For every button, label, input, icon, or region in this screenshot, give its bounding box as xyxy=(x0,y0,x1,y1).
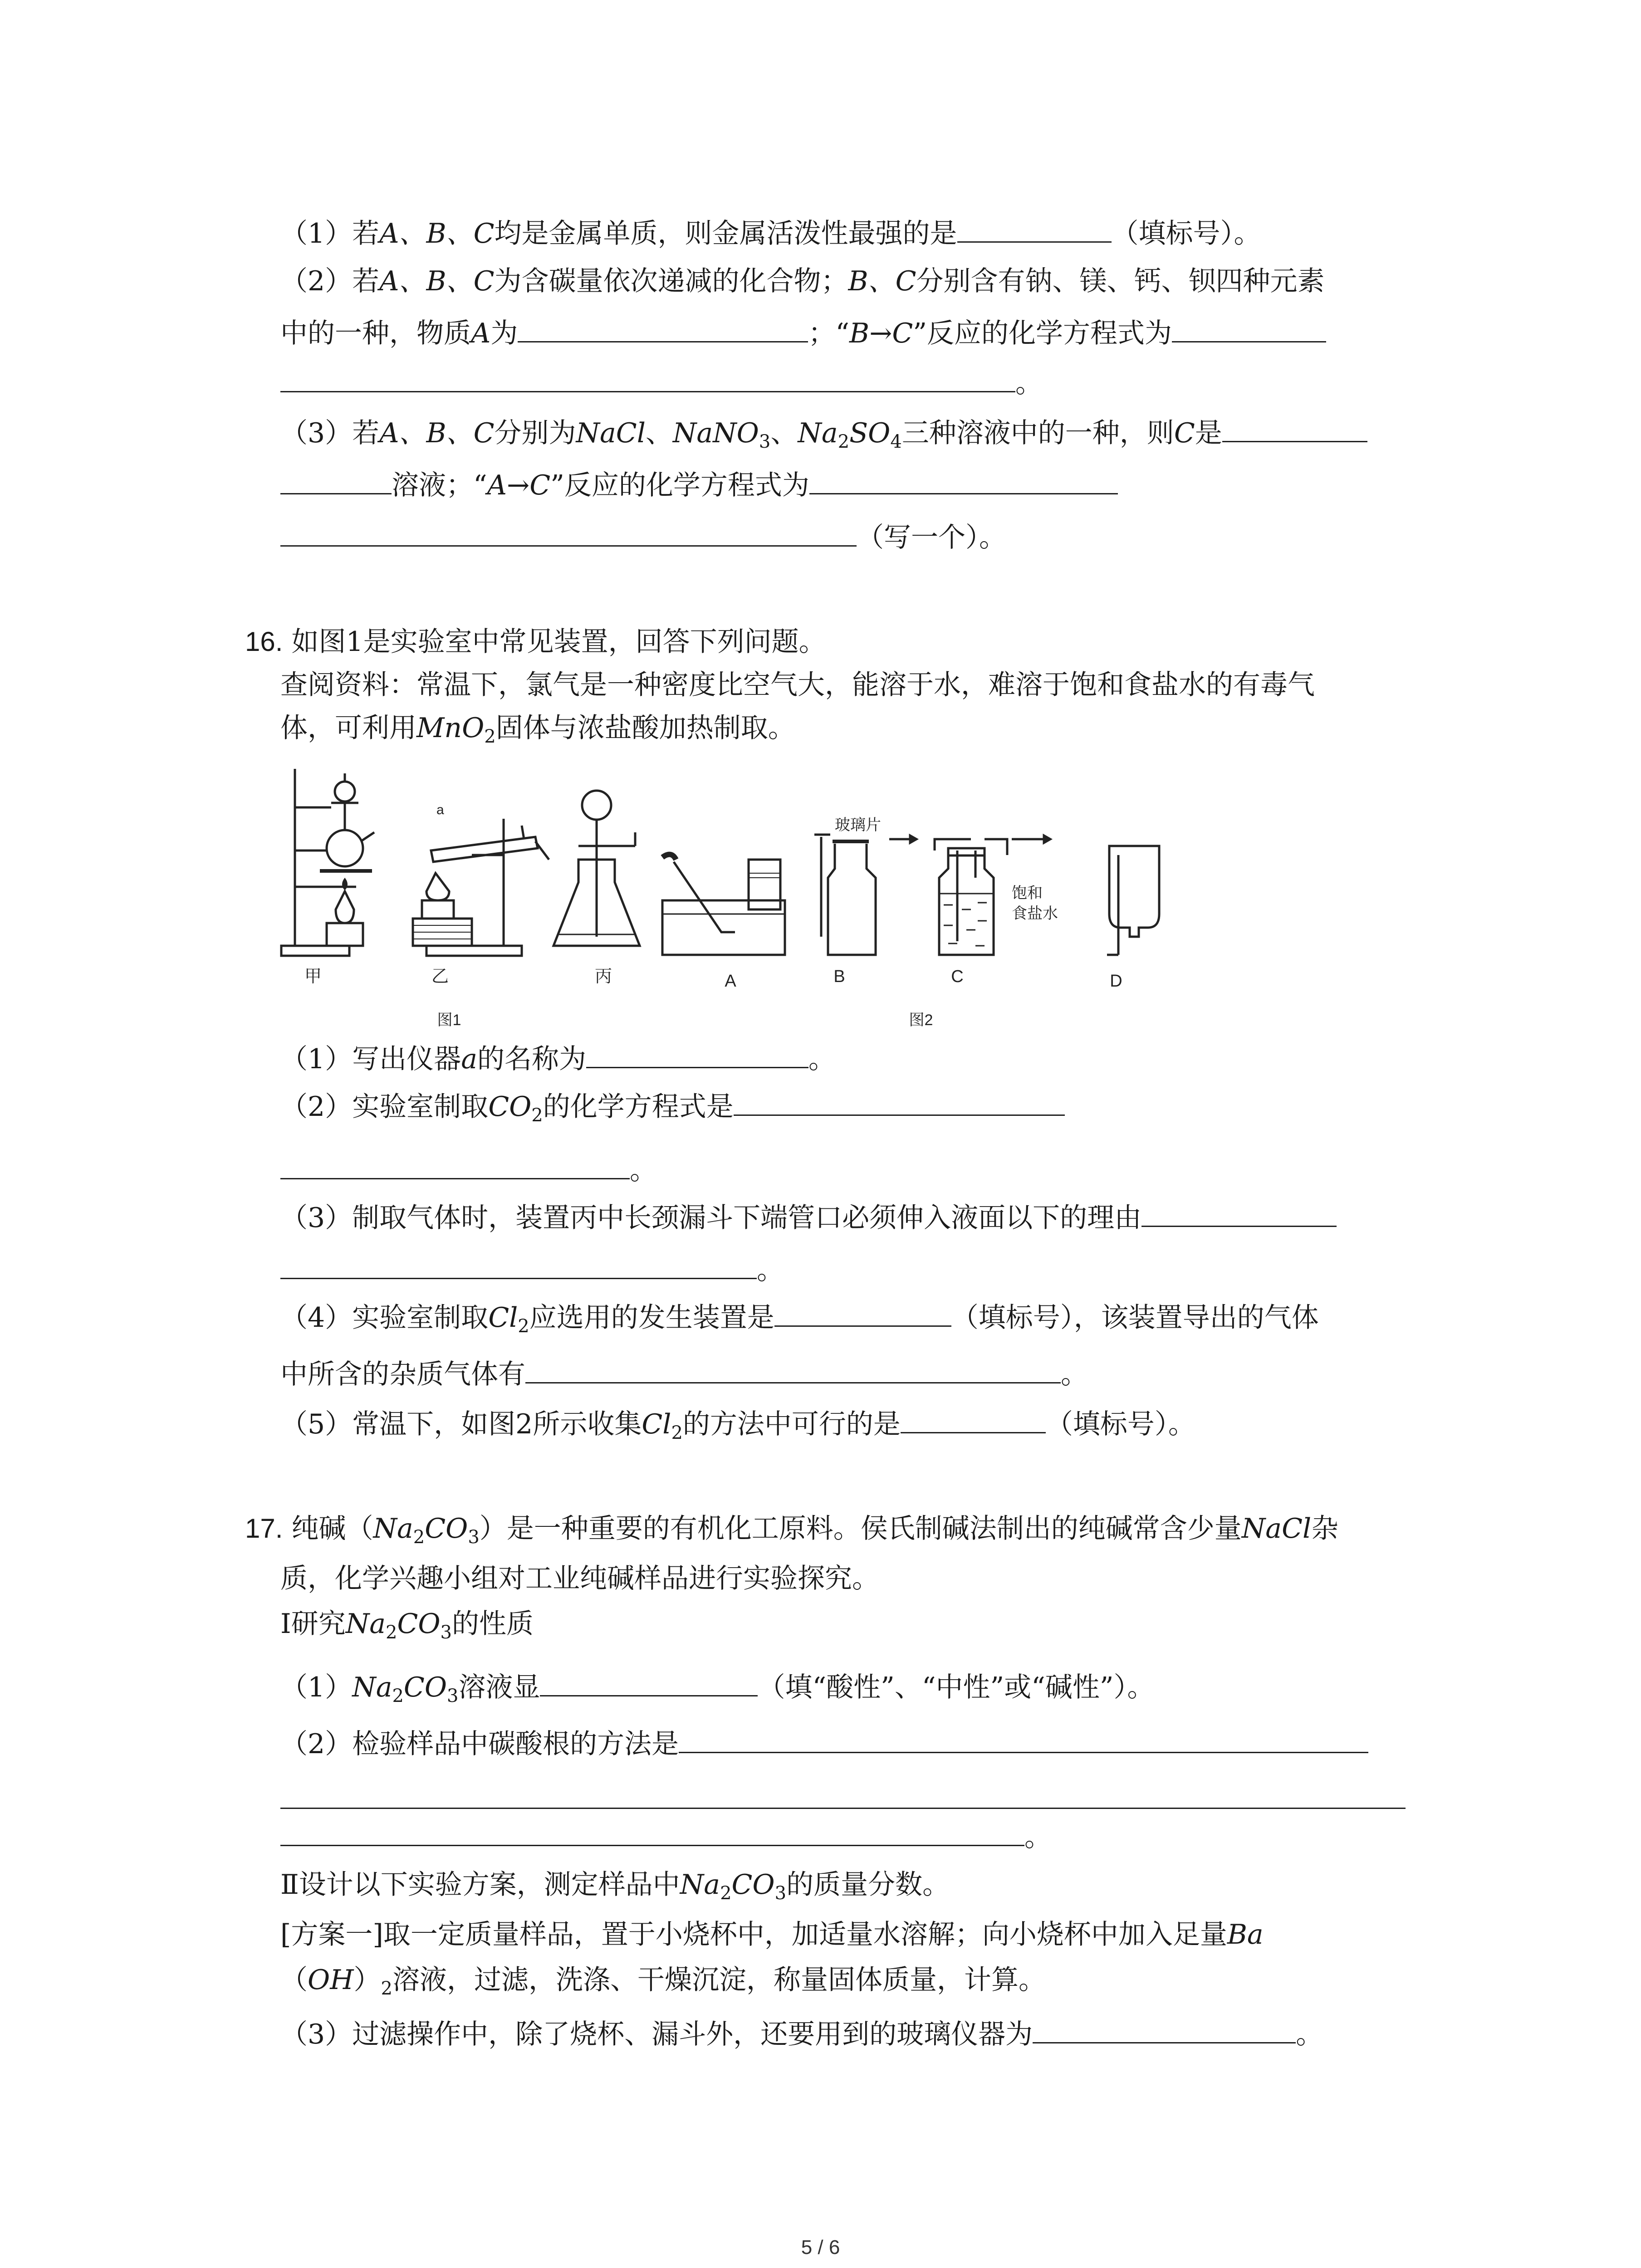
answer-blank[interactable] xyxy=(280,1150,630,1179)
apparatus-figure xyxy=(277,764,1184,1036)
answer-blank[interactable] xyxy=(734,1086,1065,1116)
q16-heading: 16. 如图1是实验室中常见装置，回答下列问题。 xyxy=(245,626,826,658)
answer-blank[interactable] xyxy=(957,213,1112,243)
q17-part-II: Ⅱ设计以下实验方案，测定样品中$Na_2CO_3$的质量分数。 xyxy=(280,1869,950,1904)
q17-plan1-line1: [方案一]取一定质量样品，置于小烧杯中，加适量水溶解；向小烧杯中加入足量Ba xyxy=(280,1919,1264,1950)
q15-part1: （1）若A、B、C均是金属单质，则金属活泼性最强的是 （填标号）。 xyxy=(280,213,1261,252)
label-fig2: 图2 xyxy=(909,1012,933,1029)
q16-sub1: （1）写出仪器a的名称为 。 xyxy=(280,1039,836,1077)
label-brine-1: 饱和 xyxy=(1012,885,1043,902)
q15-part2-line3: 。 xyxy=(280,363,1043,401)
q15-part2-line1: （2）若A、B、C为含碳量依次递减的化合物；B、C分别含有钠、镁、钙、钡四种元素 xyxy=(280,265,1325,297)
answer-blank[interactable] xyxy=(518,313,808,342)
q16-sub5: （5）常温下，如图2所示收集$Cl_2$的方法中可行的是 （填标号）。 xyxy=(280,1404,1195,1442)
q17-sub1: $(1)Na_2CO_3$溶液显 （填“酸性”、“中性”或“碱性”）。 xyxy=(280,1667,1155,1706)
answer-blank[interactable] xyxy=(1033,2014,1296,2043)
label-A: A xyxy=(725,972,736,991)
apparatus-A xyxy=(662,855,785,955)
q16-sub2: （2）实验室制取$CO_2$的化学方程式是 xyxy=(280,1086,1065,1125)
label-D: D xyxy=(1110,972,1122,991)
q16-sub4-cont: 中所含的杂质气体有 。 xyxy=(280,1354,1088,1393)
answer-blank[interactable] xyxy=(280,1808,1406,1809)
q15-part3-line1: （3）若A、B、C分别为NaCl、NaNO$_3$、$Na_2SO_4$三种溶液中的一种，则C是 xyxy=(280,413,1367,451)
apparatus-bing xyxy=(554,791,640,946)
q16-sub2-cont: 。 xyxy=(280,1150,657,1188)
q16-sub3: （3）制取气体时，装置丙中长颈漏斗下端管口必须伸入液面以下的理由 xyxy=(280,1198,1337,1236)
label-brine-2: 食盐水 xyxy=(1012,905,1058,922)
q16-reference-line1: 查阅资料：常温下，氯气是一种密度比空气大，能溶于水，难溶于饱和食盐水的有毒气 xyxy=(280,669,1315,701)
answer-blank[interactable] xyxy=(679,1724,1368,1753)
q15-part3-line2: 溶液；“A→C”反应的化学方程式为 xyxy=(280,465,1118,503)
q16-sub4: （4）实验室制取$Cl_2$应选用的发生装置是 （填标号），该装置导出的气体 xyxy=(280,1297,1319,1336)
label-C: C xyxy=(951,967,964,986)
label-jia: 甲 xyxy=(304,967,322,986)
q16-reference-line2: 体，可利用MnO$_2$固体与浓盐酸加热制取。 xyxy=(280,712,795,747)
q17-sub2: （2）检验样品中碳酸根的方法是 xyxy=(280,1724,1368,1762)
answer-blank[interactable] xyxy=(540,1667,758,1696)
apparatus-jia xyxy=(281,769,374,956)
q17-part-I: Ⅰ研究$Na_2CO_3$的性质 xyxy=(280,1608,534,1643)
q17-heading: 17. 纯碱$(Na_2CO_3)$是一种重要的有机化工原料。侯氏制碱法制出的纯碱常含少量NaCl杂 xyxy=(245,1513,1339,1548)
q17-sub2-cont: 。 xyxy=(280,1817,1052,1855)
answer-blank[interactable] xyxy=(901,1404,1046,1433)
page-number: 5 / 6 xyxy=(801,2236,840,2258)
q15-part3-line3: （写一个）。 xyxy=(280,517,1006,556)
apparatus-B xyxy=(814,835,876,955)
answer-blank[interactable] xyxy=(280,517,857,547)
apparatus-D xyxy=(1107,846,1159,955)
q15-part2-line2: 中的一种，物质A为 ；“B→C”反应的化学方程式为 xyxy=(280,313,1326,352)
answer-blank[interactable] xyxy=(280,363,1015,392)
label-a: a xyxy=(436,802,444,817)
apparatus-C xyxy=(935,839,1007,955)
answer-blank[interactable] xyxy=(280,1250,757,1279)
q16-sub3-cont: 。 xyxy=(280,1250,784,1288)
answer-blank[interactable] xyxy=(1172,313,1326,342)
answer-blank[interactable] xyxy=(1141,1198,1337,1227)
apparatus-yi xyxy=(413,819,549,956)
answer-blank[interactable] xyxy=(774,1297,951,1327)
answer-blank[interactable] xyxy=(1222,413,1367,442)
answer-blank[interactable] xyxy=(586,1039,808,1068)
q17-sub3: （3）过滤操作中，除了烧杯、漏斗外，还要用到的玻璃仪器为 。 xyxy=(280,2014,1323,2053)
label-B: B xyxy=(833,967,845,986)
label-bing: 丙 xyxy=(594,967,612,986)
answer-blank[interactable] xyxy=(280,1817,1024,1846)
label-fig1: 图1 xyxy=(437,1012,461,1029)
label-yi: 乙 xyxy=(431,967,449,986)
q17-plan1-line2: $(OH)_2$溶液，过滤，洗涤、干燥沉淀，称量固体质量，计算。 xyxy=(280,1964,1046,1999)
answer-blank[interactable] xyxy=(525,1354,1061,1383)
label-glass-slide: 玻璃片 xyxy=(835,816,881,834)
answer-blank[interactable] xyxy=(809,465,1118,494)
q17-heading-line2: 质，化学兴趣小组对工业纯碱样品进行实验探究。 xyxy=(280,1563,879,1594)
answer-blank[interactable] xyxy=(280,465,392,494)
